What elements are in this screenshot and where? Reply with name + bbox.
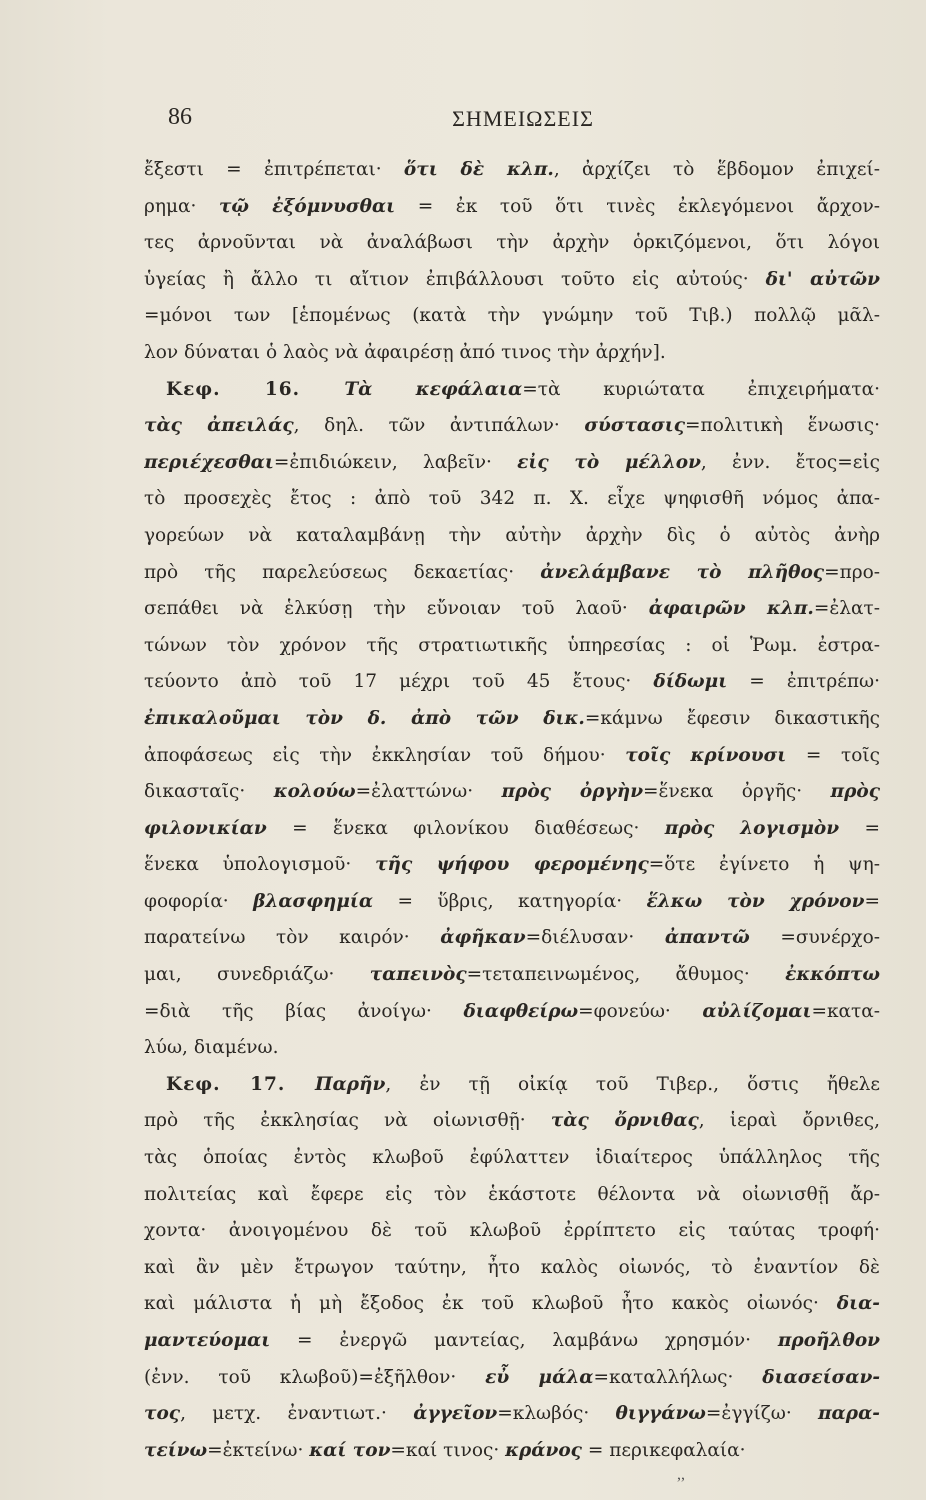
gloss: = ἐκ τοῦ ὅτι τινὲς ἐκλεγόμενοι ἄρχον- (395, 195, 880, 217)
lemma: κράνος (505, 1439, 582, 1461)
notes-text (144, 152, 880, 1469)
gloss: =κλωβός· (497, 1403, 616, 1425)
lemma: κολούω (273, 781, 356, 803)
gloss: = ἐνεργῶ μαντείας, λαμβάνω χρησμόν· (270, 1330, 778, 1351)
gloss: = ἕνεκα φιλονίκου διαθέσεως· (266, 817, 665, 839)
lemma: ἀφαιρῶν κλπ. (648, 598, 814, 620)
gloss: =τὰ κυριώτατα ἐπιχειρήματα· (522, 378, 880, 400)
text-line (144, 1360, 880, 1397)
text-line (144, 811, 880, 848)
text-line (144, 225, 880, 262)
lemma: Τὰ κεφάλαια (344, 378, 523, 400)
gloss: μαι, συνεδριάζω· (144, 964, 370, 986)
lemma: θιγγάνω (615, 1403, 706, 1425)
text-line (144, 628, 880, 665)
page-mark: ,, (677, 1466, 685, 1483)
gloss: = (864, 890, 880, 912)
lemma: ἀνελάμβανε τὸ πλῆθος (540, 561, 825, 583)
lemma: δια- (836, 1293, 880, 1315)
gloss: , δηλ. τῶν ἀντιπάλων· (293, 415, 585, 437)
lemma: διασείσαν- (762, 1366, 880, 1388)
text-line (144, 1213, 880, 1250)
lemma: ἀφῆκαν (440, 927, 526, 949)
text-line (144, 1323, 880, 1360)
gloss: τὰς ὁποίας ἐντὸς κλωβοῦ ἐφύλαττεν ἰδιαίτερος ὑπάλληλος τῆς (144, 1147, 880, 1169)
gloss: =ἐλατ- (813, 598, 880, 620)
text-line (144, 335, 880, 372)
text-line (144, 920, 880, 957)
text-line (144, 408, 880, 445)
text-line (144, 957, 880, 994)
gloss: = ἐπιτρέπω· (727, 671, 880, 693)
text-line (144, 152, 880, 189)
text-line (144, 847, 880, 884)
text-line (144, 1286, 880, 1323)
lemma: τείνω (144, 1439, 208, 1461)
text-line (144, 738, 880, 775)
gloss: =φονεύω· (578, 1000, 703, 1022)
gloss: λον δύναται ὁ λαὸς νὰ ἀφαιρέσῃ ἀπό τινος τὴν ἀρχήν]. (144, 341, 666, 363)
lemma: ὅτι δὲ κλπ. (403, 159, 554, 180)
text-line (144, 701, 880, 738)
gloss: =πολιτικὴ ἕνωσις· (685, 415, 880, 437)
gloss: ἀποφάσεως εἰς τὴν ἐκκλησίαν τοῦ δήμου· (144, 744, 626, 766)
gloss: γορεύων νὰ καταλαμβάνῃ τὴν αὐτὴν ἀρχὴν δὶς ὁ αὐτὸς ἀνὴρ (144, 524, 880, 546)
lemma: τὰς ὄρνιθας (550, 1110, 699, 1132)
gloss: , ἐν τῇ οἰκίᾳ τοῦ Τιβερ., ὅστις ἤθελε (385, 1073, 880, 1095)
gloss: , μετχ. ἐναντιωτ.· (180, 1403, 414, 1425)
gloss: φοφορία· (144, 890, 254, 912)
gloss: καὶ ἂν μὲν ἔτρωγον ταύτην, ἦτο καλὸς οἰωνός, τὸ ἐναντίον δὲ (144, 1256, 880, 1278)
text-line (144, 518, 880, 555)
lemma: μαντεύομαι (144, 1330, 271, 1351)
gloss: =συνέρχο- (749, 927, 880, 949)
lemma: φιλονικίαν (144, 817, 267, 839)
lemma: ἀπαντῶ (664, 927, 750, 949)
lemma: ταπεινὸς (369, 964, 467, 986)
text-line (144, 1250, 880, 1287)
gloss: τὸ προσεχὲς ἔτος : ἀπὸ τοῦ 342 π. Χ. εἶχε ψηφισθῆ νόμος ἀπα- (144, 488, 880, 510)
text-line (144, 591, 880, 628)
gloss: =καί τινος· (390, 1439, 506, 1461)
text-line (144, 1433, 880, 1470)
gloss: =διέλυσαν· (525, 927, 665, 949)
gloss: = ὕβρις, κατηγορία· (373, 890, 647, 912)
text-line (144, 555, 880, 592)
text-line (144, 445, 880, 482)
gloss: ρημα· (144, 195, 219, 217)
gloss: καὶ μάλιστα ἡ μὴ ἔξοδος ἐκ τοῦ κλωβοῦ ἦτο κακὸς οἰωνός· (144, 1293, 837, 1315)
lemma: εὖ μάλα (485, 1366, 594, 1388)
lemma: διαφθείρω (463, 1000, 579, 1022)
lemma: τῆς ψήφου φερομένης (375, 854, 649, 876)
gloss: =ἐλαττώνω· (355, 781, 502, 803)
text-line (144, 262, 880, 299)
gloss: =ἐγγίζω· (705, 1403, 818, 1425)
gloss: =ἕνεκα ὀργῆς· (643, 781, 831, 803)
gloss: , ἱεραὶ ὄρνιθες, (698, 1110, 880, 1132)
gloss: =ἐκτείνω· (207, 1439, 310, 1461)
chapter-heading: Κεφ. 17. (166, 1073, 316, 1095)
gloss: λύω, διαμένω. (144, 1037, 279, 1059)
gloss: τες ἀρνοῦνται νὰ ἀναλάβωσι τὴν ἀρχὴν ὁρκιζόμενοι, ὅτι λόγοι (144, 232, 880, 254)
lemma: καί τον (309, 1439, 391, 1461)
lemma: προῆλθον (777, 1330, 880, 1351)
gloss: ἕνεκα ὑπολογισμοῦ· (144, 854, 376, 876)
gloss: =κατα- (811, 1000, 880, 1022)
text-line (144, 1103, 880, 1140)
gloss: πρὸ τῆς ἐκκλησίας νὰ οἰωνισθῇ· (144, 1110, 551, 1132)
gloss: = περικεφαλαία· (581, 1439, 746, 1461)
gloss: πρὸ τῆς παρελεύσεως δεκαετίας· (144, 561, 541, 583)
lemma: αὐλίζομαι (702, 1000, 812, 1022)
text-line (144, 189, 880, 226)
page-header (168, 104, 878, 140)
gloss: χοντα· ἀνοιγομένου δὲ τοῦ κλωβοῦ ἐρρίπτετο εἰς ταύτας τροφή· (144, 1220, 880, 1242)
text-line (144, 884, 880, 921)
text-line (144, 664, 880, 701)
gloss: τώνων τὸν χρόνον τῆς στρατιωτικῆς ὑπηρεσίας : οἱ Ῥωμ. ἐστρα- (144, 634, 880, 656)
text-line (144, 372, 880, 409)
text-line (144, 1140, 880, 1177)
lemma: δίδωμι (653, 671, 728, 693)
text-line (144, 481, 880, 518)
gloss: , ἐνν. ἔτος=εἰς (700, 451, 880, 473)
text-line (144, 1396, 880, 1433)
lemma: παρα- (817, 1403, 880, 1425)
page-number: 86 (168, 104, 192, 130)
gloss: = τοῖς (786, 744, 880, 766)
lemma: δι' αὐτῶν (765, 268, 880, 290)
text-line (144, 1177, 880, 1214)
lemma: τοῖς κρίνουσι (625, 744, 787, 766)
text-line (144, 1030, 880, 1067)
lemma: πρὸς λογισμὸν (664, 817, 840, 839)
text-line (144, 1067, 880, 1104)
gloss: τεύοντο ἀπὸ τοῦ 17 μέχρι τοῦ 45 ἔτους· (144, 671, 654, 693)
lemma: τὰς ἀπειλάς (144, 415, 294, 437)
gloss: =ὅτε ἐγίνετο ἡ ψη- (648, 854, 880, 876)
gloss: =τεταπεινωμένος, ἄθυμος· (466, 964, 786, 986)
gloss: ὑγείας ἢ ἄλλο τι αἴτιον ἐπιβάλλουσι τοῦτο εἰς αὐτούς· (144, 268, 766, 290)
gloss: =μόνοι των [ἑπομένως (κατὰ τὴν γνώμην τοῦ Τιβ.) πολλῷ μᾶλ- (144, 305, 880, 327)
lemma: ἕλκω τὸν χρόνον (646, 890, 865, 912)
text-line (144, 774, 880, 811)
gloss: ἔξεστι = ἐπιτρέπεται· (144, 159, 404, 180)
gloss: =προ- (824, 561, 880, 583)
gloss: , ἀρχίζει τὸ ἕβδομον ἐπιχεί- (553, 159, 880, 180)
text-line (144, 298, 880, 335)
gloss: πολιτείας καὶ ἔφερε εἰς τὸν ἑκάστοτε θέλοντα νὰ οἰωνισθῇ ἄρ- (144, 1183, 880, 1205)
lemma: σύστασις (584, 415, 686, 437)
gloss: δικασταῖς· (144, 781, 274, 803)
lemma: εἰς τὸ μέλλον (517, 451, 701, 473)
gloss: =διὰ τῆς βίας ἀνοίγω· (144, 1000, 464, 1022)
lemma: ἐκκόπτω (785, 964, 880, 986)
lemma: πρὸς (830, 781, 880, 803)
lemma: βλασφημία (253, 890, 374, 912)
lemma: περιέχεσθαι (144, 451, 274, 473)
chapter-heading: Κεφ. 16. (166, 378, 345, 400)
gloss: = (839, 817, 880, 839)
gloss: σεπάθει νὰ ἑλκύσῃ τὴν εὔνοιαν τοῦ λαοῦ· (144, 598, 649, 620)
running-title: ΣΗΜΕΙΩΣΕΙΣ (452, 106, 594, 131)
lemma: ἐπικαλοῦμαι τὸν δ. ἀπὸ τῶν δικ. (144, 707, 585, 729)
gloss: =καταλλήλως· (593, 1366, 763, 1388)
lemma: τῷ ἐξόμνυσθαι (218, 195, 396, 217)
lemma: Παρῆν (315, 1073, 386, 1095)
gloss: =ἐπιδιώκειν, λαβεῖν· (273, 451, 518, 473)
gloss: παρατείνω τὸν καιρόν· (144, 927, 441, 949)
gloss: (ἐνν. τοῦ κλωβοῦ)=ἐξῆλθον· (144, 1366, 486, 1388)
lemma: τος (144, 1403, 181, 1425)
text-line (144, 994, 880, 1031)
lemma: πρὸς ὀργὴν (501, 781, 644, 803)
lemma: ἀγγεῖον (413, 1403, 498, 1425)
gloss: =κάμνω ἔφεσιν δικαστικῆς (584, 707, 880, 729)
